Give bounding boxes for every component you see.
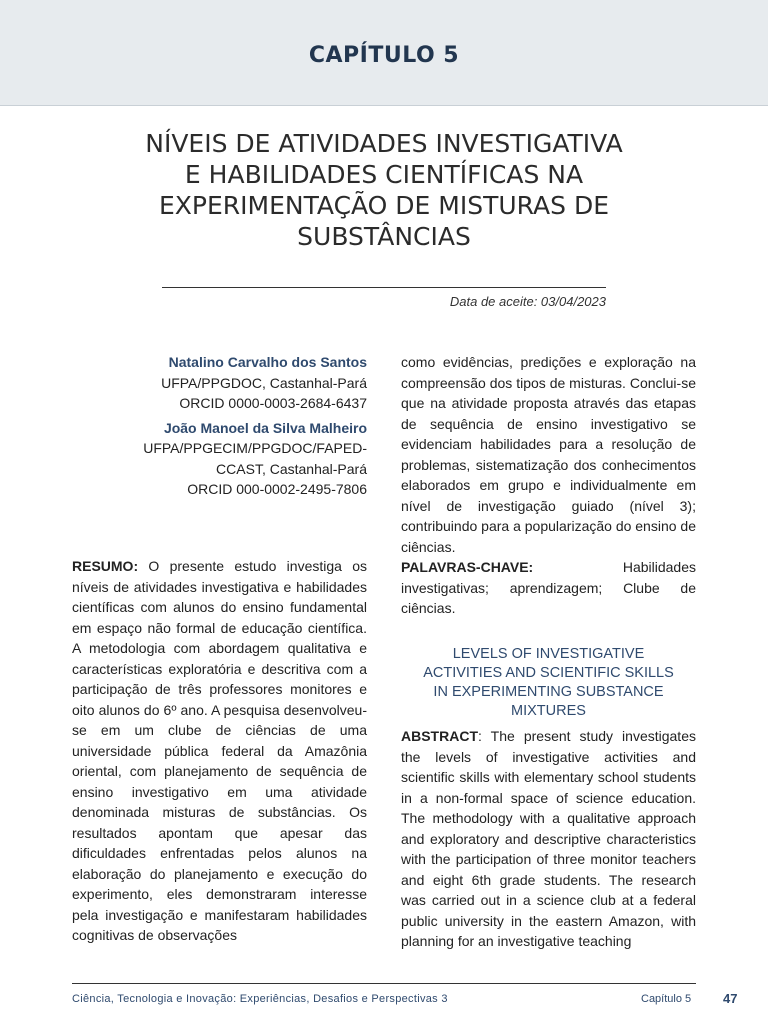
resumo-label: RESUMO: (72, 558, 139, 574)
author-affiliation: UFPA/PPGDOC, Castanhal-Pará (161, 374, 367, 391)
abstract-label: ABSTRACT (401, 728, 478, 744)
english-title (396, 645, 701, 721)
author-name: João Manoel da Silva Malheiro (163, 419, 367, 436)
resumo-text: O presente estudo investiga os níveis de atividades investigativa e habilidades científicas com alunos do ensino fundamental em espaço não formal de educação científica. A metodologia com abordagem qualitativa e características exploratória e descritiva com a participação de três professores monitores e oito alunos do 6º ano. A pesquisa desenvolveu-se em um clube de ciências de uma universidade pública federal da Amazônia oriental, com planejamento de sequência de ensino investigativo em uma atividade denominada misturas de substâncias. Os resultados apontam que apesar das dificuldades enfrentadas pelos alunos na elaboração do planejamento e execução do experimento, eles demonstraram interesse pela investigação e manifestaram habilidades cognitivas de observações (72, 558, 368, 943)
author-affiliation: UFPA/PPGECIM/PPGDOC/FAPED- (143, 440, 367, 456)
resumo-text-continued: como evidências, predições e exploração na compreensão dos tipos de misturas. Conclui-se que na atividade proposta através das etapas de sequência de ensino investigativo se evidenciam habilidades para a resolução de problemas, sistematização dos conhecimentos elaborados em grupo e individualmente em nível de investigação guiado (nível 3); contribuindo para a popularização do ensino de ciências. (401, 354, 696, 555)
keywords-paragraph (401, 557, 696, 619)
acceptance-date: Data de aceite: 03/04/2023 (449, 294, 606, 309)
page-number: 47 (723, 991, 738, 1006)
author-block (72, 352, 367, 500)
keywords-text: Habilidades investigativas; aprendizagem; Clube de ciências. (401, 559, 696, 616)
article-title-line: E HABILIDADES CIENTÍFICAS NA (184, 160, 584, 189)
footer-book-title: Ciência, Tecnologia e Inovação: Experiências, Desafios e Perspectivas 3 (72, 993, 448, 1005)
abstract-text: : The present study investigates the levels of investigative activities and scientific skills with elementary school students in a non-formal space of science education. The methodology with a qualitative approach and exploratory and descriptive characteristics with the participation of three monitor teachers and eight 6th grade students. The research was carried out in a science club at a federal public university in the eastern Amazon, with planning for an investigative teaching (401, 728, 696, 949)
author-orcid: ORCID 000-0002-2495-7806 (187, 481, 367, 497)
article-title-line: SUBSTÂNCIAS (297, 222, 471, 251)
author-affiliation: CCAST, Castanhal-Pará (216, 460, 367, 477)
author-name: Natalino Carvalho dos Santos (168, 354, 367, 370)
article-title (100, 128, 668, 252)
keywords-label: PALAVRAS-CHAVE: (401, 559, 534, 575)
footer-divider (72, 983, 696, 984)
article-title-line: NÍVEIS DE ATIVIDADES INVESTIGATIVA (145, 129, 623, 158)
english-title-line: ACTIVITIES AND SCIENTIFIC SKILLS (423, 665, 674, 681)
chapter-label: CAPÍTULO 5 (308, 43, 460, 68)
resumo-continuation (401, 352, 696, 619)
english-title-line: LEVELS OF INVESTIGATIVE (452, 646, 645, 662)
resumo-paragraph (72, 556, 367, 946)
footer-chapter: Capítulo 5 (641, 993, 692, 1005)
title-divider (162, 287, 606, 288)
abstract-paragraph (401, 726, 696, 952)
author-orcid: ORCID 0000-0003-2684-6437 (179, 395, 367, 411)
chapter-header-band (0, 0, 768, 106)
english-title-line: MIXTURES (511, 703, 586, 719)
english-title-line: IN EXPERIMENTING SUBSTANCE (433, 684, 664, 700)
article-title-line: EXPERIMENTAÇÃO DE MISTURAS DE (158, 191, 610, 220)
